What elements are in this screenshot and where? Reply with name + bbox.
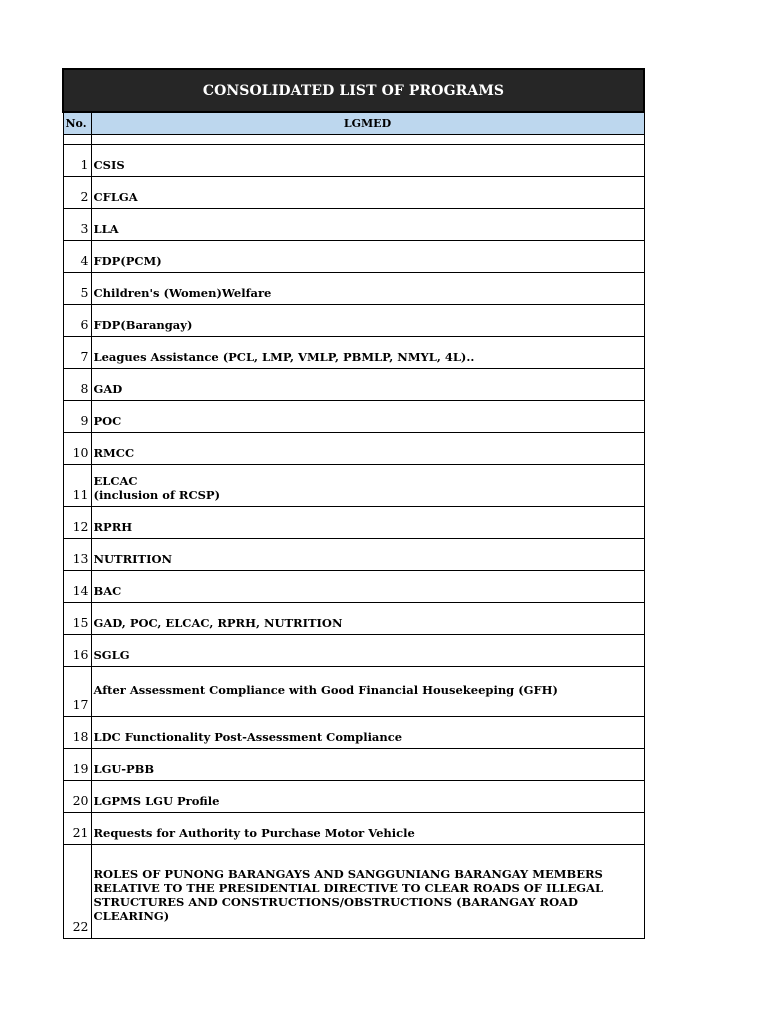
table-row — [63, 539, 644, 571]
table-row — [63, 145, 644, 177]
row-number: 8 — [63, 369, 91, 401]
row-number: 22 — [63, 845, 91, 939]
program-name: Leagues Assistance (PCL, LMP, VMLP, PBMLP, NMYL, 4L).. — [91, 337, 644, 369]
table-row — [63, 717, 644, 749]
column-header-no: No. — [63, 112, 91, 135]
row-number: 19 — [63, 749, 91, 781]
header-row — [63, 112, 644, 135]
program-name: After Assessment Compliance with Good Financial Housekeeping (GFH) — [91, 667, 644, 717]
row-number: 12 — [63, 507, 91, 539]
row-number: 13 — [63, 539, 91, 571]
table-title: CONSOLIDATED LIST OF PROGRAMS — [63, 69, 644, 112]
program-name: NUTRITION — [91, 539, 644, 571]
table-row — [63, 603, 644, 635]
table-row — [63, 305, 644, 337]
program-name: POC — [91, 401, 644, 433]
spacer-row — [63, 135, 644, 145]
program-name: Requests for Authority to Purchase Motor Vehicle — [91, 813, 644, 845]
table-row — [63, 241, 644, 273]
program-list-sheet — [62, 68, 645, 939]
program-name: LLA — [91, 209, 644, 241]
program-name: LGPMS LGU Profile — [91, 781, 644, 813]
program-name: RMCC — [91, 433, 644, 465]
row-number: 10 — [63, 433, 91, 465]
program-name: CFLGA — [91, 177, 644, 209]
row-number: 18 — [63, 717, 91, 749]
table-row — [63, 507, 644, 539]
table-row — [63, 433, 644, 465]
program-name: FDP(Barangay) — [91, 305, 644, 337]
table-row — [63, 749, 644, 781]
table-row — [63, 635, 644, 667]
table-row — [63, 781, 644, 813]
row-number: 7 — [63, 337, 91, 369]
table-row — [63, 667, 644, 717]
row-number: 21 — [63, 813, 91, 845]
program-name: SGLG — [91, 635, 644, 667]
row-number: 16 — [63, 635, 91, 667]
program-name: ELCAC (inclusion of RCSP) — [91, 465, 644, 507]
table-row — [63, 401, 644, 433]
row-number: 14 — [63, 571, 91, 603]
program-name: BAC — [91, 571, 644, 603]
row-number: 4 — [63, 241, 91, 273]
program-name: Children's (Women)Welfare — [91, 273, 644, 305]
table-row — [63, 845, 644, 939]
program-name: RPRH — [91, 507, 644, 539]
program-name: LDC Functionality Post-Assessment Compliance — [91, 717, 644, 749]
program-name: LGU-PBB — [91, 749, 644, 781]
table-row — [63, 209, 644, 241]
program-name: FDP(PCM) — [91, 241, 644, 273]
program-name: GAD, POC, ELCAC, RPRH, NUTRITION — [91, 603, 644, 635]
row-number: 1 — [63, 145, 91, 177]
table-row — [63, 813, 644, 845]
table-row — [63, 465, 644, 507]
program-name: CSIS — [91, 145, 644, 177]
row-number: 3 — [63, 209, 91, 241]
program-name: GAD — [91, 369, 644, 401]
program-name: ROLES OF PUNONG BARANGAYS AND SANGGUNIANG BARANGAY MEMBERS RELATIVE TO THE PRESIDENTIAL DIRECTIVE TO CLEAR ROADS OF ILLEGAL STRUCTURES AND CONSTRUCTIONS/OBSTRUCTIONS (BARANGAY ROAD CLEARING) — [91, 845, 644, 939]
row-number: 5 — [63, 273, 91, 305]
table-row — [63, 177, 644, 209]
row-number: 20 — [63, 781, 91, 813]
row-number: 9 — [63, 401, 91, 433]
row-number: 11 — [63, 465, 91, 507]
row-number: 6 — [63, 305, 91, 337]
table-row — [63, 369, 644, 401]
row-number: 2 — [63, 177, 91, 209]
table-row — [63, 337, 644, 369]
program-table — [62, 68, 645, 939]
program-rows — [63, 135, 644, 939]
column-header-program: LGMED — [91, 112, 644, 135]
row-number: 15 — [63, 603, 91, 635]
row-number: 17 — [63, 667, 91, 717]
table-row — [63, 571, 644, 603]
table-row — [63, 273, 644, 305]
title-row — [63, 69, 644, 112]
